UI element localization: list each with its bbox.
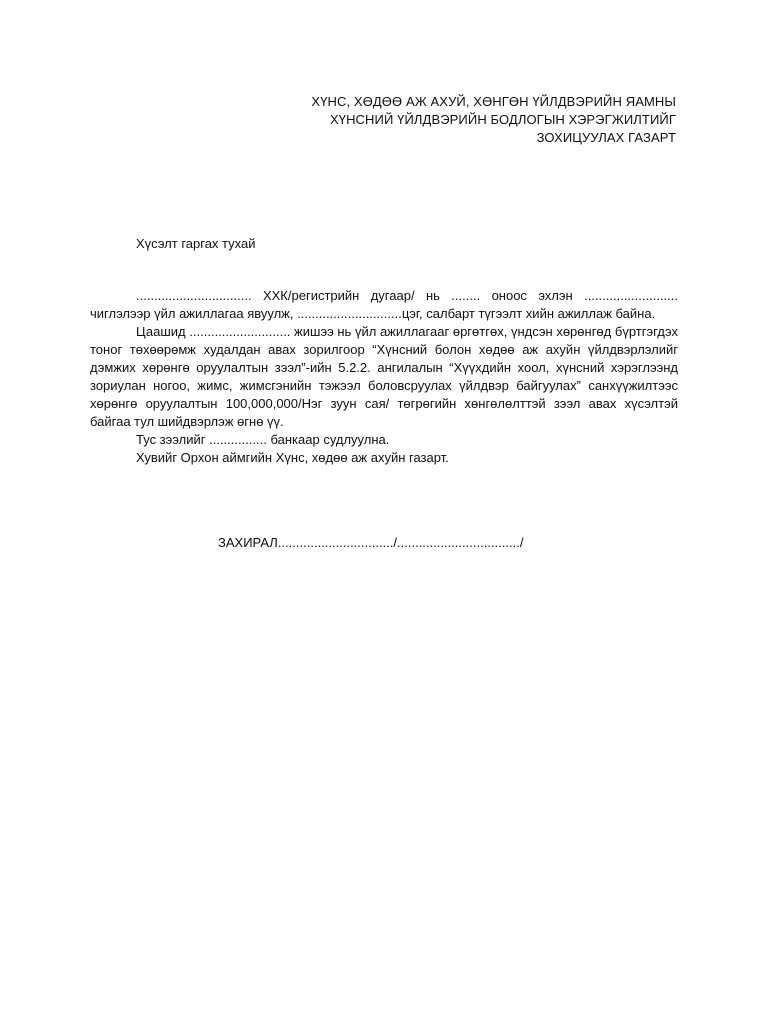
- letter-body: [90, 287, 678, 467]
- body-paragraph-intro: ................................ ХХК/регистрийн дугаар/ нь ........ оноос эхлэн .......................... чиглэлээр үйл ажиллагаа явуулж, .............................цэг, салбарт түгээлт хийн ажиллаж байна.: [90, 288, 678, 321]
- body-paragraph-copy: Хувийг Орхон аймгийн Хүнс, хөдөө аж ахуйн газарт.: [136, 450, 449, 465]
- body-paragraph-bank: Тус зээлийг ................ банкаар судлуулна.: [136, 432, 390, 447]
- director-signature-line: ЗАХИРАЛ................................/................................../: [218, 535, 524, 550]
- addressee-line-2: ХҮНСНИЙ ҮЙЛДВЭРИЙН БОДЛОГЫН ХЭРЭГЖИЛТИЙГ: [329, 112, 676, 127]
- addressee-block: [311, 93, 676, 147]
- addressee-line-1: ХҮНС, ХӨДӨӨ АЖ АХУЙ, ХӨНГӨН ҮЙЛДВЭРИЙН ЯАМНЫ: [311, 94, 676, 109]
- body-paragraph-request: Цаашид ............................ жишээ нь үйл ажиллагааг өргөтгөх, үндсэн хөрөнгөд бүртгэгдэх тоног төхөөрөмж худалдан авах зорилгоор “Хүнсний болон хөдөө аж ахуйн үйлдвэрлэлийг дэмжих хөрөнгө оруулалтын зээл”-ийн 5.2.2. ангилалын “Хүүхдийн хоол, хүнсний хэрэглээнд зориулан ногоо, жимс, жимсгэнийн тэжээл боловсруулах үйлдвэр байгуулах” санхүүжилтээс хөрөнгө оруулалтын 100,000,000/Нэг зуун сая/ төгрөгийн хөнгөлөлттэй зээл авах хүсэлтэй байгаа тул шийдвэрлэж өгнө үү.: [90, 324, 678, 429]
- letter-subject: Хүсэлт гаргах тухай: [136, 236, 256, 251]
- addressee-line-3: ЗОХИЦУУЛАХ ГАЗАРТ: [536, 130, 676, 145]
